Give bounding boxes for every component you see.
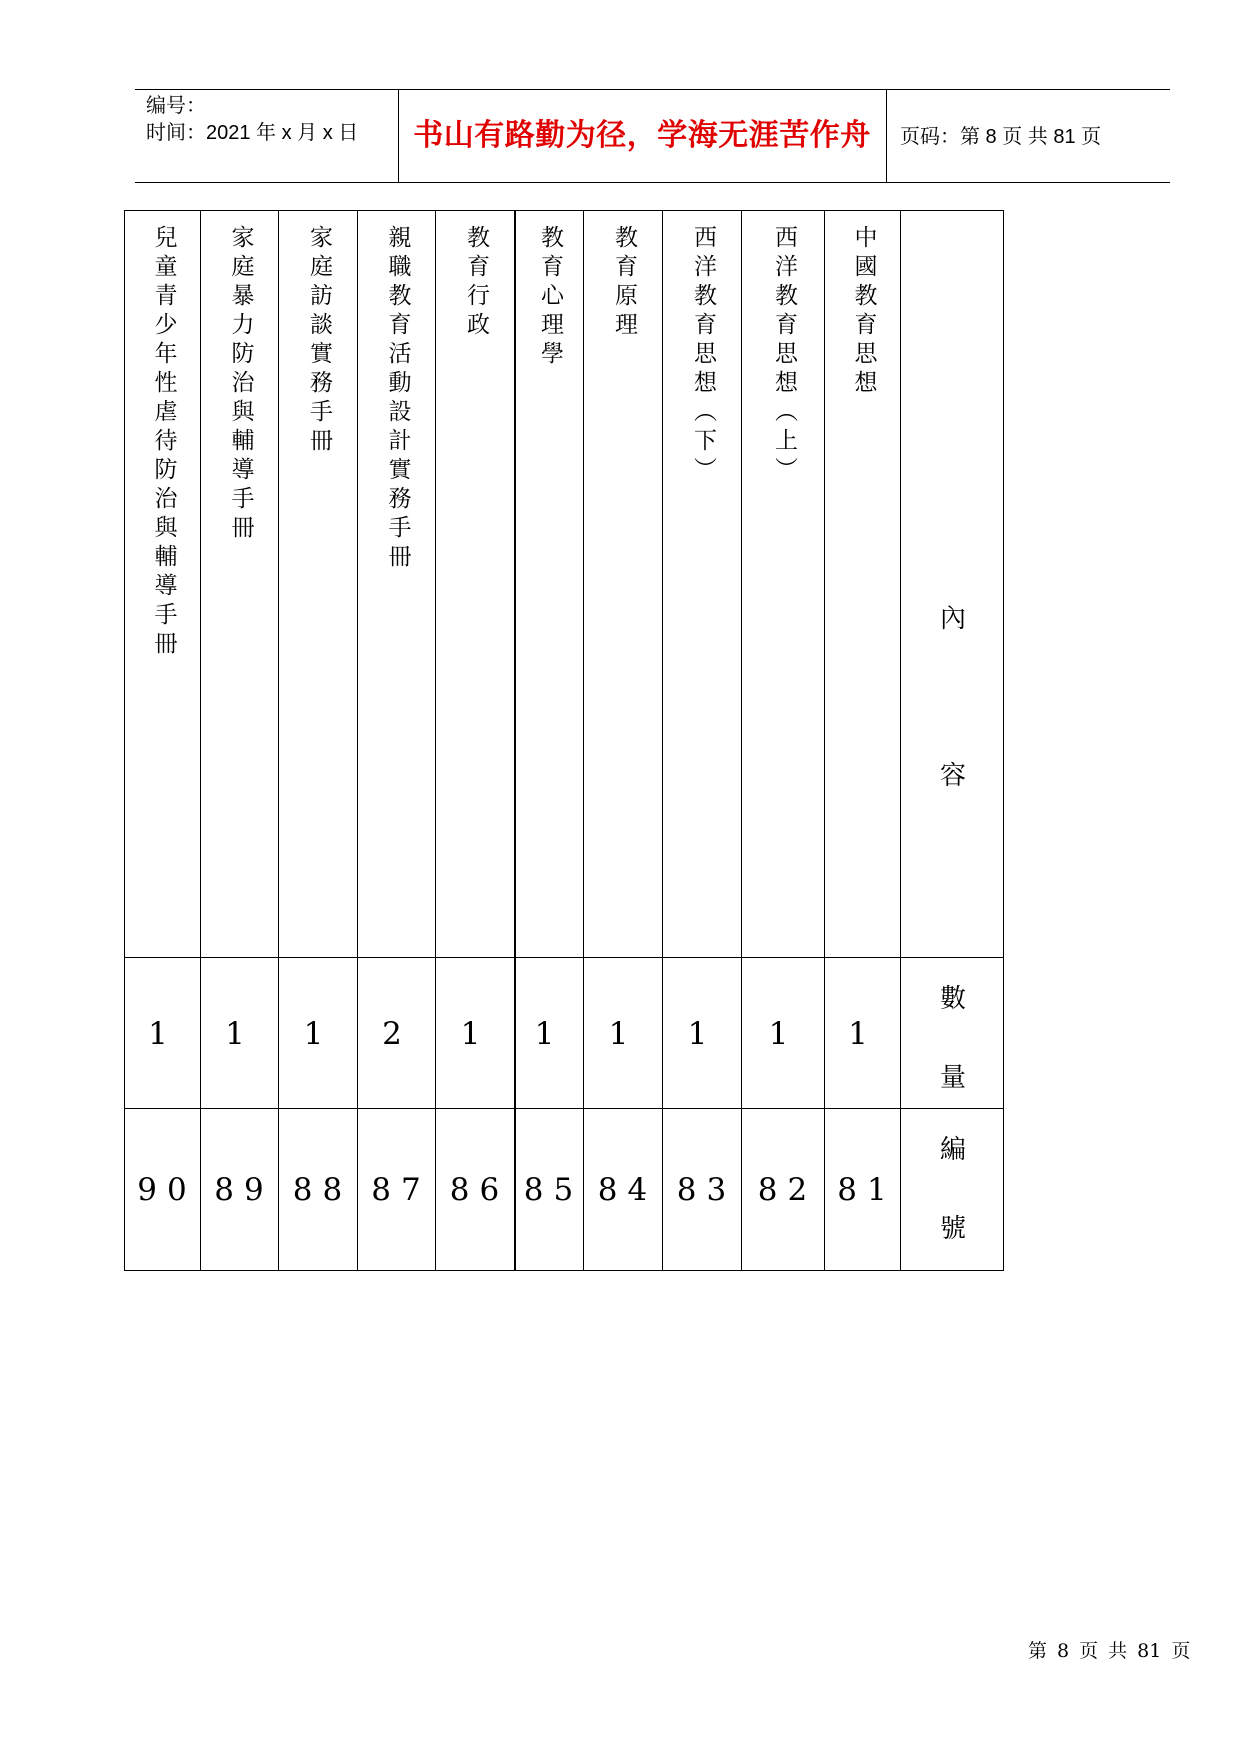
item-number-value: 88 — [292, 1171, 353, 1208]
footer-page-prefix: 第 — [1028, 1640, 1048, 1662]
item-number-value: 83 — [676, 1171, 737, 1208]
row-header-char: 號 — [939, 1214, 966, 1244]
book-title: 教育原理 — [611, 225, 637, 341]
book-title: 親職教育活動設計實務手冊 — [384, 225, 411, 573]
quantity-cell — [358, 958, 436, 1109]
header-divider — [886, 89, 887, 182]
item-number-value: 90 — [137, 1171, 197, 1208]
book-title-cell — [279, 211, 358, 958]
quantity-value: 1 — [534, 1015, 565, 1052]
book-title-cell — [201, 211, 279, 958]
document-time: 时间：2021 年 x 月 x 日 — [146, 122, 359, 144]
book-title: 中國教育思想 — [850, 225, 877, 399]
book-title-cell — [515, 211, 584, 958]
quantity-cell — [825, 958, 901, 1109]
row-header-char: 內 — [939, 604, 966, 634]
quantity-value: 1 — [848, 1015, 878, 1052]
item-number-value: 89 — [214, 1171, 274, 1208]
quantity-cell — [201, 958, 279, 1109]
book-title-cell — [825, 211, 901, 958]
quantity-cell — [436, 958, 515, 1109]
quantity-value: 1 — [608, 1015, 639, 1052]
book-title-cell — [663, 211, 742, 958]
quantity-value: 1 — [303, 1015, 334, 1052]
footer-page-mid: 页 — [1079, 1640, 1099, 1662]
item-number-cell — [436, 1109, 515, 1270]
item-number-value: 81 — [837, 1171, 897, 1208]
row-header-char: 量 — [939, 1063, 966, 1093]
quantity-cell — [584, 958, 663, 1109]
item-number-cell — [201, 1109, 279, 1270]
page-footer — [1028, 1636, 1200, 1663]
quantity-cell — [279, 958, 358, 1109]
item-number-cell — [742, 1109, 825, 1270]
row-header-char: 容 — [939, 761, 966, 791]
header-bottom-rule — [135, 182, 1170, 183]
book-title-cell — [358, 211, 436, 958]
item-number-value: 82 — [757, 1171, 818, 1208]
quantity-value: 1 — [225, 1015, 255, 1052]
footer-page-current: 8 — [1057, 1640, 1070, 1662]
book-title-cell — [436, 211, 515, 958]
footer-total-prefix: 共 — [1108, 1640, 1128, 1662]
book-title-cell — [584, 211, 663, 958]
quantity-cell — [515, 958, 584, 1109]
item-number-cell — [584, 1109, 663, 1270]
item-number-value: 86 — [449, 1171, 510, 1208]
book-inventory-table — [124, 210, 1004, 1271]
row-header-content — [901, 211, 1005, 958]
item-number-cell — [663, 1109, 742, 1270]
header-top-rule — [135, 89, 1170, 90]
item-number-cell — [515, 1109, 584, 1270]
item-number-cell — [825, 1109, 901, 1270]
book-title: 家庭暴力防治與輔導手冊 — [227, 225, 254, 544]
header-page-info: 页码：第 8 页 共 81 页 — [900, 126, 1102, 148]
row-header-char: 數 — [939, 984, 966, 1014]
book-title-cell — [742, 211, 825, 958]
footer-page-suffix: 页 — [1171, 1640, 1191, 1662]
book-title: 教育心理學 — [537, 225, 563, 370]
book-title: 西洋教育思想（下） — [690, 225, 716, 486]
item-number-value: 87 — [371, 1171, 431, 1208]
header-motto: 书山有路勤为径，学海无涯苦作舟 — [413, 118, 871, 153]
item-number-cell — [125, 1109, 201, 1270]
row-header-char: 編 — [939, 1135, 966, 1165]
quantity-cell — [663, 958, 742, 1109]
book-title: 兒童青少年性虐待防治與輔導手冊 — [150, 225, 177, 660]
document-number-label: 编号： — [146, 95, 206, 117]
footer-page-total: 81 — [1137, 1640, 1162, 1662]
item-number-value: 84 — [597, 1171, 658, 1208]
item-number-cell — [279, 1109, 358, 1270]
book-title: 家庭訪談實務手冊 — [306, 225, 332, 457]
book-title: 西洋教育思想（上） — [771, 225, 797, 486]
quantity-cell — [125, 958, 201, 1109]
row-header-quantity — [901, 958, 1005, 1109]
quantity-value: 1 — [460, 1015, 491, 1052]
item-number-value: 85 — [523, 1171, 584, 1208]
item-number-cell — [358, 1109, 436, 1270]
quantity-value: 1 — [768, 1015, 799, 1052]
book-title-cell — [125, 211, 201, 958]
quantity-value: 1 — [148, 1015, 178, 1052]
quantity-cell — [742, 958, 825, 1109]
row-header-number — [901, 1109, 1005, 1270]
quantity-value: 2 — [382, 1015, 412, 1052]
quantity-value: 1 — [687, 1015, 718, 1052]
book-title: 教育行政 — [463, 225, 489, 341]
